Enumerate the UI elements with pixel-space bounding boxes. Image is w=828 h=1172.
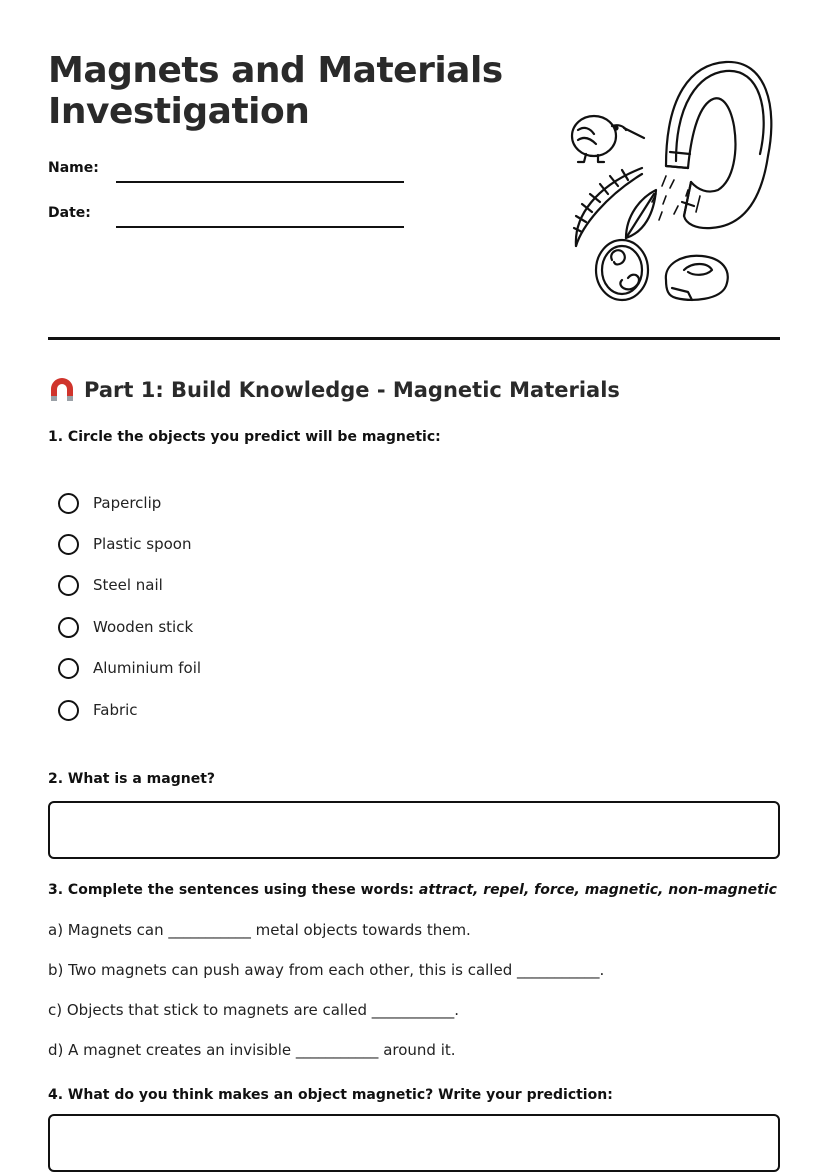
section-1-title: Part 1: Build Knowledge - Magnetic Materials	[84, 378, 620, 402]
option-plastic-spoon[interactable]	[58, 530, 358, 558]
sentence-a: a) Magnets can ___________ metal objects towards them.	[48, 921, 471, 939]
question-2-prompt: 2. What is a magnet?	[48, 771, 216, 787]
question-4-prompt: 4. What do you think makes an object magnetic? Write your prediction:	[48, 1087, 613, 1103]
horseshoe-magnet-drawing	[666, 62, 771, 228]
name-field-row	[48, 160, 99, 176]
option-aluminium-foil[interactable]	[58, 654, 358, 682]
horseshoe-magnet-icon	[48, 376, 76, 404]
title-line-2: Investigation	[48, 91, 310, 132]
date-label: Date:	[48, 205, 91, 221]
name-label: Name:	[48, 160, 99, 176]
question-4-answer-box[interactable]	[48, 1114, 780, 1172]
circle-option-radio[interactable]	[58, 493, 79, 514]
circle-option-radio[interactable]	[58, 534, 79, 555]
option-paperclip[interactable]	[58, 489, 358, 517]
circle-option-radio[interactable]	[58, 700, 79, 721]
option-fabric[interactable]	[58, 696, 358, 724]
kiwi-drawing	[572, 116, 644, 162]
option-label: Aluminium foil	[93, 659, 202, 677]
option-wooden-stick[interactable]	[58, 613, 358, 641]
option-label: Fabric	[93, 701, 138, 719]
leaf-drawing	[626, 190, 656, 238]
worksheet-title	[48, 50, 518, 132]
option-label: Wooden stick	[93, 618, 194, 636]
question-3-text: 3. Complete the sentences using these words:	[48, 882, 419, 898]
date-field-row	[48, 205, 91, 221]
question-2-answer-box[interactable]	[48, 801, 780, 859]
circle-option-radio[interactable]	[58, 575, 79, 596]
worksheet-page	[48, 0, 780, 1118]
stone-drawing	[666, 256, 728, 300]
option-label: Plastic spoon	[93, 535, 192, 553]
title-line-1: Magnets and Materials	[48, 50, 503, 91]
question-3-word-bank: attract, repel, force, magnetic, non-magnetic	[418, 882, 777, 898]
header-divider	[48, 337, 780, 340]
sentence-d: d) A magnet creates an invisible ___________ around it.	[48, 1041, 456, 1059]
question-3-prompt	[48, 882, 777, 898]
name-input-line[interactable]	[116, 181, 404, 183]
date-input-line[interactable]	[116, 226, 404, 228]
sentence-c: c) Objects that stick to magnets are called ___________.	[48, 1001, 460, 1019]
option-steel-nail[interactable]	[58, 571, 358, 599]
circle-option-radio[interactable]	[58, 617, 79, 638]
option-label: Paperclip	[93, 494, 162, 512]
sentence-b: b) Two magnets can push away from each other, this is called ___________.	[48, 961, 605, 979]
section-1-heading	[48, 376, 620, 404]
circle-option-radio[interactable]	[58, 658, 79, 679]
koru-drawing	[596, 240, 648, 300]
option-label: Steel nail	[93, 576, 163, 594]
question-1-prompt: 1. Circle the objects you predict will be magnetic:	[48, 429, 441, 445]
magnet-illustration	[516, 56, 780, 306]
